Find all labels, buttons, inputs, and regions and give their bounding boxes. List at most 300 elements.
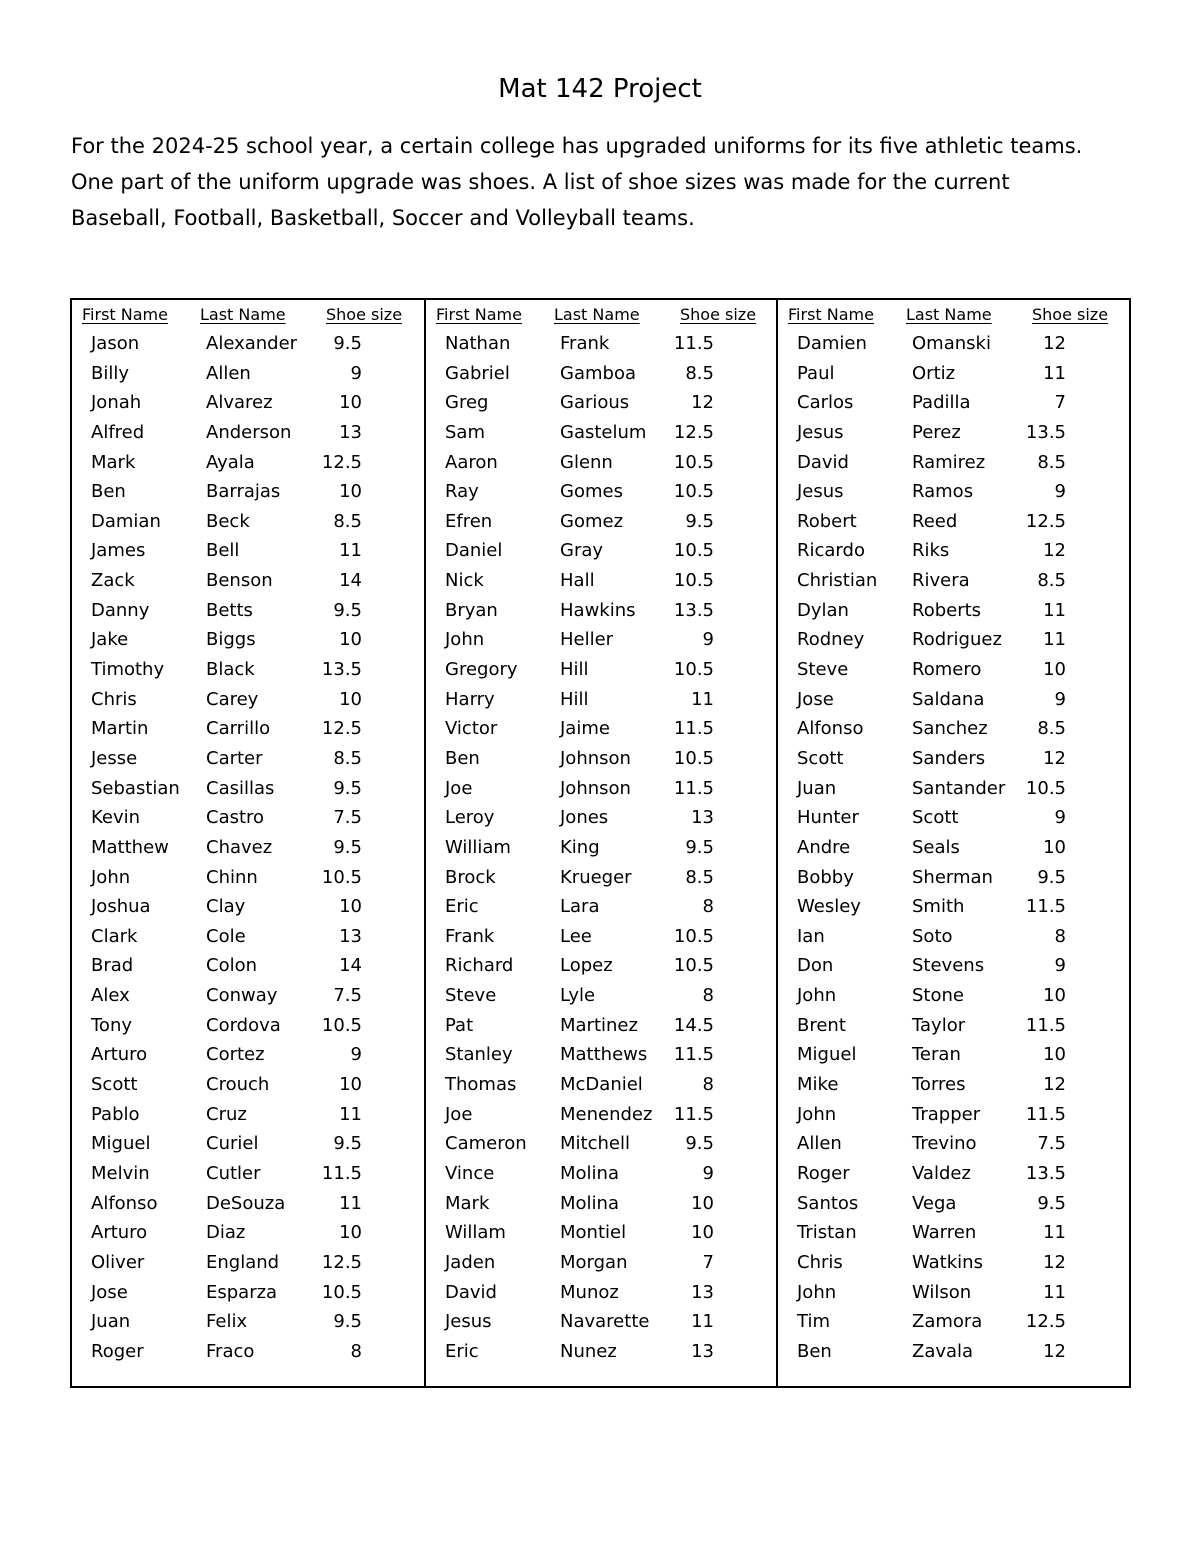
last-name-cell: Padilla [912, 392, 971, 414]
shoe-size-cell: 12 [1043, 747, 1066, 769]
shoe-size-cell: 11 [691, 688, 714, 710]
last-name-cell: Trevino [912, 1133, 977, 1155]
last-name-cell: Gamboa [560, 362, 636, 384]
last-name-cell: Warren [912, 1222, 977, 1244]
first-name-cell: Nick [445, 570, 484, 592]
shoe-size-cell: 14 [339, 570, 362, 592]
shoe-size-cell: 12 [691, 392, 714, 414]
shoe-size-cell: 9.5 [685, 836, 714, 858]
last-name-cell: Valdez [912, 1162, 971, 1184]
shoe-size-cell: 13.5 [673, 599, 714, 621]
last-name-cell: Scott [912, 807, 959, 829]
shoe-size-cell: 13.5 [1025, 1162, 1066, 1184]
shoe-size-cell: 10.5 [321, 866, 362, 888]
last-name-cell: Menendez [560, 1103, 653, 1125]
table-row [778, 1101, 1128, 1131]
last-name-cell: Lee [560, 925, 592, 947]
table-row [72, 626, 424, 656]
last-name-cell: Navarette [560, 1311, 650, 1333]
table-row [72, 537, 424, 567]
first-name-header: First Name [82, 305, 168, 324]
table-row [778, 864, 1128, 894]
last-name-cell: Munoz [560, 1281, 619, 1303]
table-row [72, 567, 424, 597]
table-row [72, 686, 424, 716]
table-row [72, 1219, 424, 1249]
last-name-cell: Chavez [206, 836, 273, 858]
table-row [778, 893, 1128, 923]
last-name-cell: Carrillo [206, 718, 271, 740]
table-row [778, 775, 1128, 805]
shoe-size-cell: 9.5 [685, 1133, 714, 1155]
shoe-size-cell: 10.5 [1025, 777, 1066, 799]
shoe-size-cell: 9 [1054, 688, 1066, 710]
table-row [72, 1101, 424, 1131]
shoe-size-cell: 10.5 [673, 540, 714, 562]
first-name-cell: Richard [445, 955, 514, 977]
last-name-cell: Crouch [206, 1074, 270, 1096]
first-name-cell: Gabriel [445, 362, 510, 384]
table-row [778, 1071, 1128, 1101]
shoe-size-cell: 9.5 [333, 1311, 362, 1333]
table-row [778, 923, 1128, 953]
shoe-size-cell: 10 [339, 688, 362, 710]
shoe-size-cell: 13 [691, 1340, 714, 1362]
first-name-cell: Martin [91, 718, 149, 740]
shoe-size-cell: 12 [1043, 1340, 1066, 1362]
first-name-cell: Alfonso [91, 1192, 158, 1214]
first-name-cell: Hunter [797, 807, 859, 829]
table-row [426, 982, 776, 1012]
last-name-cell: Cortez [206, 1044, 265, 1066]
last-name-cell: Ortiz [912, 362, 956, 384]
last-name-cell: Teran [912, 1044, 961, 1066]
table-row [72, 1130, 424, 1160]
shoe-size-header: Shoe size [326, 305, 403, 324]
shoe-size-cell: 10 [691, 1192, 714, 1214]
table-row [778, 478, 1128, 508]
shoe-size-cell: 8 [702, 1074, 714, 1096]
first-name-cell: Ricardo [797, 540, 865, 562]
table-row [426, 686, 776, 716]
shoe-size-cell: 11 [691, 1311, 714, 1333]
first-name-cell: Willam [445, 1222, 506, 1244]
first-name-cell: Aaron [445, 451, 498, 473]
first-name-cell: Mark [445, 1192, 490, 1214]
shoe-size-cell: 8 [702, 896, 714, 918]
shoe-size-cell: 9.5 [333, 836, 362, 858]
last-name-cell: Perez [912, 421, 961, 443]
last-name-cell: Beck [206, 510, 250, 532]
last-name-cell: Soto [912, 925, 953, 947]
last-name-cell: Gastelum [560, 421, 647, 443]
first-name-cell: Cameron [445, 1133, 527, 1155]
shoe-size-cell: 9.5 [333, 599, 362, 621]
table-row [426, 1249, 776, 1279]
table-row [778, 389, 1128, 419]
first-name-cell: Ray [445, 481, 479, 503]
first-name-cell: Roger [797, 1162, 850, 1184]
table-row [426, 775, 776, 805]
first-name-cell: Ben [797, 1340, 832, 1362]
first-name-cell: Nathan [445, 333, 511, 354]
shoe-size-cell: 11.5 [321, 1162, 362, 1184]
first-name-cell: Tony [91, 1014, 133, 1036]
shoe-size-cell: 11.5 [1025, 1014, 1066, 1036]
table-row [778, 1219, 1128, 1249]
shoe-size-cell: 11.5 [1025, 896, 1066, 918]
shoe-size-cell: 11 [1043, 599, 1066, 621]
last-name-header: Last Name [554, 305, 640, 324]
shoe-size-cell: 8.5 [333, 510, 362, 532]
first-name-cell: Juan [797, 777, 837, 799]
first-name-cell: Ian [797, 925, 825, 947]
last-name-cell: Glenn [560, 451, 613, 473]
shoe-size-cell: 13.5 [321, 659, 362, 681]
last-name-header: Last Name [906, 305, 992, 324]
last-name-cell: Cordova [206, 1014, 281, 1036]
first-name-cell: Andre [797, 836, 851, 858]
last-name-cell: Trapper [912, 1103, 981, 1125]
first-name-cell: Timothy [91, 659, 165, 681]
shoe-size-cell: 8.5 [1037, 718, 1066, 740]
first-name-cell: Christian [797, 570, 878, 592]
shoe-size-cell: 10.5 [673, 481, 714, 503]
last-name-header: Last Name [200, 305, 286, 324]
first-name-cell: Pablo [91, 1103, 140, 1125]
first-name-cell: Brad [91, 955, 134, 977]
last-name-cell: Fraco [206, 1340, 255, 1362]
intro-paragraph [71, 128, 1151, 236]
table-row [778, 449, 1128, 479]
last-name-cell: Carter [206, 747, 263, 769]
table-row [426, 478, 776, 508]
first-name-cell: Alfred [91, 421, 145, 443]
table-row [426, 360, 776, 390]
shoe-size-cell: 11 [339, 1192, 362, 1214]
shoe-size-cell: 10 [1043, 659, 1066, 681]
shoe-size-cell: 9 [1054, 955, 1066, 977]
shoe-size-cell: 8.5 [1037, 570, 1066, 592]
shoe-size-cell: 10 [339, 392, 362, 414]
last-name-cell: Omanski [912, 333, 991, 354]
shoe-size-cell: 8 [350, 1340, 362, 1362]
last-name-cell: Colon [206, 955, 258, 977]
last-name-cell: Wilson [912, 1281, 972, 1303]
row-list [778, 330, 1128, 1367]
table-row [426, 1101, 776, 1131]
shoe-size-header: Shoe size [1032, 305, 1109, 324]
last-name-cell: Torres [912, 1074, 966, 1096]
first-name-cell: Billy [91, 362, 130, 384]
first-name-cell: Scott [91, 1074, 138, 1096]
first-name-cell: Jesse [91, 747, 138, 769]
last-name-cell: Biggs [206, 629, 256, 651]
last-name-cell: Johnson [560, 777, 631, 799]
shoe-size-cell: 10 [1043, 1044, 1066, 1066]
shoe-size-cell: 13 [339, 925, 362, 947]
last-name-cell: Hawkins [560, 599, 636, 621]
last-name-cell: Ayala [206, 451, 255, 473]
table-row [72, 656, 424, 686]
shoe-size-cell: 10 [339, 1222, 362, 1244]
first-name-cell: Arturo [91, 1222, 148, 1244]
first-name-cell: Ben [445, 747, 480, 769]
last-name-cell: Gomez [560, 510, 624, 532]
first-name-cell: James [91, 540, 146, 562]
shoe-size-cell: 9.5 [333, 1133, 362, 1155]
first-name-cell: Rodney [797, 629, 865, 651]
shoe-size-cell: 10 [339, 629, 362, 651]
shoe-size-cell: 12.5 [673, 421, 714, 443]
table-row [72, 330, 424, 360]
first-name-cell: Jesus [797, 481, 844, 503]
first-name-cell: Jesus [445, 1311, 492, 1333]
shoe-size-cell: 14.5 [673, 1014, 714, 1036]
shoe-size-cell: 9 [1054, 807, 1066, 829]
shoe-size-cell: 12 [1043, 1074, 1066, 1096]
first-name-cell: Victor [445, 718, 498, 740]
first-name-cell: Gregory [445, 659, 518, 681]
table-row [72, 478, 424, 508]
table-row [778, 626, 1128, 656]
shoe-size-cell: 9 [350, 1044, 362, 1066]
first-name-cell: Jose [91, 1281, 128, 1303]
shoe-size-cell: 13 [691, 807, 714, 829]
shoe-size-cell: 9 [702, 1162, 714, 1184]
first-name-cell: John [91, 866, 131, 888]
first-name-cell: Eric [445, 1340, 479, 1362]
table-row [72, 449, 424, 479]
table-row [426, 419, 776, 449]
shoe-size-cell: 8 [702, 985, 714, 1007]
shoe-size-cell: 11 [1043, 1281, 1066, 1303]
table-row [426, 1012, 776, 1042]
shoe-size-cell: 9.5 [1037, 1192, 1066, 1214]
table-row [778, 804, 1128, 834]
last-name-cell: Lyle [560, 985, 596, 1007]
first-name-cell: John [797, 1103, 837, 1125]
last-name-cell: Zamora [912, 1311, 983, 1333]
first-name-cell: Steve [797, 659, 849, 681]
last-name-cell: Sherman [912, 866, 993, 888]
last-name-cell: Cruz [206, 1103, 247, 1125]
shoe-size-cell: 10 [339, 1074, 362, 1096]
column-header-row [778, 305, 1128, 327]
table-row [72, 775, 424, 805]
table-row [72, 864, 424, 894]
first-name-cell: Scott [797, 747, 844, 769]
table-row [72, 508, 424, 538]
first-name-cell: Paul [797, 362, 835, 384]
table-row [72, 952, 424, 982]
table-row [72, 419, 424, 449]
table-row [426, 508, 776, 538]
shoe-size-cell: 10.5 [673, 955, 714, 977]
first-name-cell: Joe [445, 1103, 473, 1125]
last-name-cell: Matthews [560, 1044, 648, 1066]
table-row [426, 1130, 776, 1160]
table-row [72, 597, 424, 627]
last-name-cell: Barrajas [206, 481, 281, 503]
first-name-cell: Alex [91, 985, 130, 1007]
last-name-cell: Heller [560, 629, 614, 651]
shoe-size-cell: 10.5 [673, 570, 714, 592]
first-name-cell: Chris [797, 1251, 843, 1273]
first-name-cell: Sam [445, 421, 485, 443]
first-name-cell: John [445, 629, 485, 651]
shoe-size-cell: 7.5 [333, 985, 362, 1007]
last-name-cell: Krueger [560, 866, 632, 888]
first-name-cell: Don [797, 955, 834, 977]
first-name-cell: Harry [445, 688, 495, 710]
table-row [778, 982, 1128, 1012]
page-title: Mat 142 Project [498, 74, 702, 104]
first-name-cell: Wesley [797, 896, 861, 918]
last-name-cell: Martinez [560, 1014, 638, 1036]
first-name-cell: Jake [91, 629, 129, 651]
last-name-cell: Lopez [560, 955, 613, 977]
table-row [426, 537, 776, 567]
table-row [426, 893, 776, 923]
table-row [778, 419, 1128, 449]
shoe-size-cell: 13 [339, 421, 362, 443]
shoe-size-cell: 9.5 [685, 510, 714, 532]
shoe-size-cell: 8.5 [685, 866, 714, 888]
last-name-cell: Clay [206, 896, 246, 918]
table-row [426, 834, 776, 864]
shoe-size-cell: 8.5 [685, 362, 714, 384]
first-name-cell: Efren [445, 510, 493, 532]
shoe-size-header: Shoe size [680, 305, 757, 324]
shoe-size-cell: 10.5 [673, 451, 714, 473]
first-name-cell: Matthew [91, 836, 169, 858]
shoe-size-cell: 11.5 [673, 777, 714, 799]
shoe-size-cell: 12.5 [1025, 510, 1066, 532]
first-name-cell: Danny [91, 599, 150, 621]
table-row [778, 745, 1128, 775]
first-name-cell: Damian [91, 510, 161, 532]
shoe-size-cell: 10.5 [321, 1014, 362, 1036]
last-name-cell: Gray [560, 540, 604, 562]
table-row [72, 1249, 424, 1279]
shoe-size-cell: 11 [339, 1103, 362, 1125]
last-name-cell: Saldana [912, 688, 985, 710]
last-name-cell: Benson [206, 570, 273, 592]
table-row [426, 597, 776, 627]
last-name-cell: Allen [206, 362, 251, 384]
shoe-size-cell: 12 [1043, 1251, 1066, 1273]
shoe-size-cell: 9 [702, 629, 714, 651]
last-name-cell: Felix [206, 1311, 248, 1333]
first-name-header: First Name [788, 305, 874, 324]
table-row [426, 1190, 776, 1220]
first-name-header: First Name [436, 305, 522, 324]
table-row [72, 834, 424, 864]
table-row [778, 1338, 1128, 1368]
table-row [778, 567, 1128, 597]
last-name-cell: Seals [912, 836, 960, 858]
table-row [778, 597, 1128, 627]
table-row [778, 686, 1128, 716]
shoe-size-cell: 12.5 [1025, 1311, 1066, 1333]
first-name-cell: Santos [797, 1192, 859, 1214]
shoe-size-cell: 7 [1054, 392, 1066, 414]
first-name-cell: Zack [91, 570, 135, 592]
last-name-cell: Smith [912, 896, 965, 918]
last-name-cell: Sanders [912, 747, 986, 769]
first-name-cell: Tristan [797, 1222, 857, 1244]
table-row [778, 1190, 1128, 1220]
table-row [426, 1071, 776, 1101]
last-name-cell: Molina [560, 1192, 619, 1214]
first-name-cell: Pat [445, 1014, 474, 1036]
last-name-cell: Reed [912, 510, 958, 532]
first-name-cell: Tim [797, 1311, 830, 1333]
shoe-size-cell: 9 [1054, 481, 1066, 503]
table-row [778, 1279, 1128, 1309]
first-name-cell: Allen [797, 1133, 842, 1155]
last-name-cell: Santander [912, 777, 1006, 799]
last-name-cell: Ramos [912, 481, 974, 503]
table-row [778, 330, 1128, 360]
row-list [72, 330, 424, 1367]
last-name-cell: Curiel [206, 1133, 259, 1155]
last-name-cell: DeSouza [206, 1192, 286, 1214]
shoe-size-cell: 10 [339, 481, 362, 503]
table-row [72, 745, 424, 775]
shoe-size-cell: 7 [702, 1251, 714, 1273]
shoe-size-cell: 10.5 [673, 747, 714, 769]
shoe-size-cell: 13 [691, 1281, 714, 1303]
last-name-cell: Rodriguez [912, 629, 1002, 651]
last-name-cell: Chinn [206, 866, 258, 888]
last-name-cell: Morgan [560, 1251, 628, 1273]
shoe-size-cell: 10.5 [321, 1281, 362, 1303]
shoe-size-cell: 12.5 [321, 1251, 362, 1273]
shoe-size-cell: 10.5 [673, 659, 714, 681]
first-name-cell: Brock [445, 866, 496, 888]
last-name-cell: Cutler [206, 1162, 261, 1184]
shoe-size-cell: 11.5 [673, 718, 714, 740]
table-column-2 [424, 300, 776, 1386]
first-name-cell: Kevin [91, 807, 141, 829]
shoe-size-cell: 10.5 [673, 925, 714, 947]
table-row [426, 656, 776, 686]
first-name-cell: Thomas [445, 1074, 517, 1096]
intro-line: Baseball, Football, Basketball, Soccer and Volleyball teams. [71, 206, 695, 230]
first-name-cell: Jason [91, 333, 140, 354]
first-name-cell: David [445, 1281, 497, 1303]
first-name-cell: Eric [445, 896, 479, 918]
table-row [426, 1338, 776, 1368]
intro-line: For the 2024-25 school year, a certain college has upgraded uniforms for its five athletic teams. [71, 134, 1083, 158]
last-name-cell: Frank [560, 333, 610, 354]
first-name-cell: Ben [91, 481, 126, 503]
table-row [72, 982, 424, 1012]
column-header-row [426, 305, 776, 327]
first-name-cell: Greg [445, 392, 489, 414]
first-name-cell: Miguel [797, 1044, 857, 1066]
table-row [72, 804, 424, 834]
last-name-cell: Gomes [560, 481, 623, 503]
table-row [778, 1012, 1128, 1042]
shoe-size-cell: 13.5 [1025, 421, 1066, 443]
shoe-size-cell: 11.5 [673, 1103, 714, 1125]
column-header-row [72, 305, 424, 327]
first-name-cell: William [445, 836, 511, 858]
table-row [426, 923, 776, 953]
